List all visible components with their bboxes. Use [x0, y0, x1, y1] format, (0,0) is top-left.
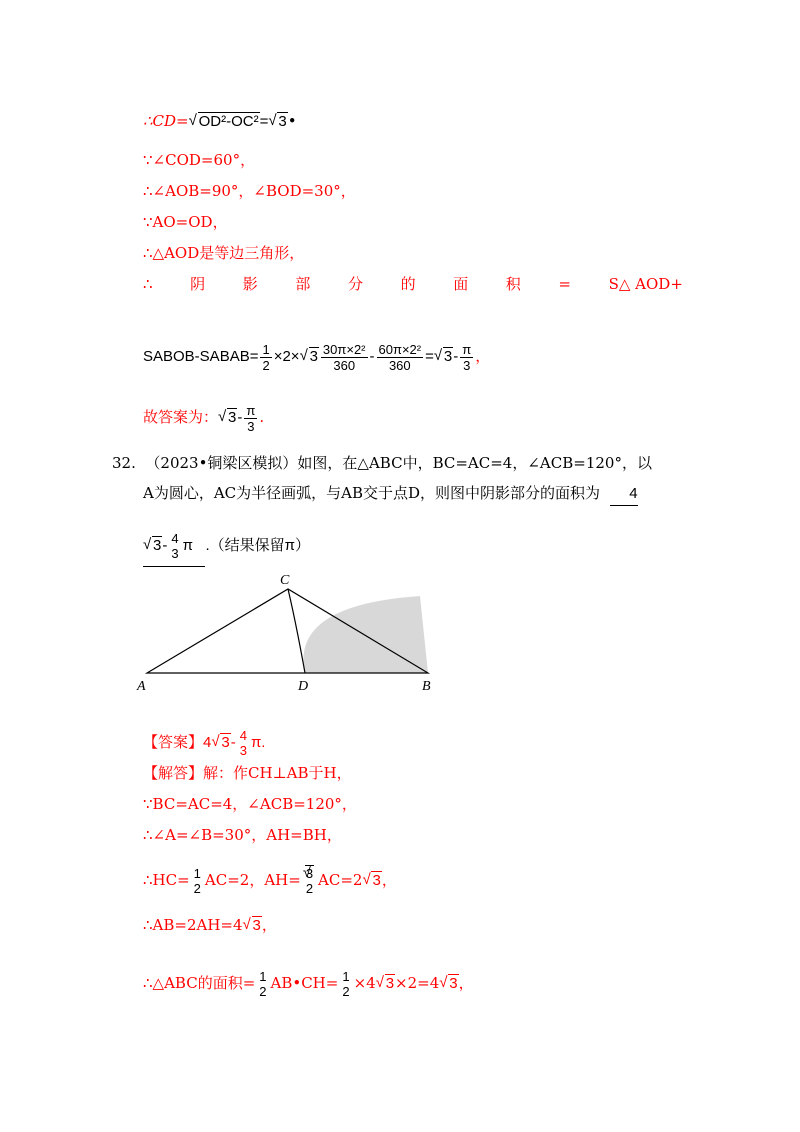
- sqrt-3: √ 3: [268, 111, 287, 133]
- q32-line-3: √ 3- 4 3 π .（结果保留π）: [143, 526, 310, 567]
- answer-blank: √ 3- 4 3 π: [143, 526, 205, 567]
- sol31-line-5: ∴△AOD是等边三角形，: [143, 244, 305, 262]
- sol31-line-cd: ∴CD=√ OD²-OC²=√ 3•: [143, 110, 297, 133]
- sol32-line-4: ∴HC= 1 2 AC=2，AH= √ 3 2 AC=2√ 3，: [143, 860, 397, 901]
- q32-line-2: A为圆心，AC为半径画弧，与AB交于点D，则图中阴影部分的面积为 4: [143, 482, 638, 506]
- sqrt-od-oc: √ OD²-OC²: [189, 111, 260, 133]
- sol32-analysis: 【解答】解：作CH⊥AB于H，: [143, 764, 352, 782]
- sol32-line-2: ∵BC=AC=4，∠ACB=120°，: [143, 795, 357, 813]
- label-b: B: [422, 679, 431, 694]
- q32-line-1: 32. （2023•铜梁区模拟）如图，在△ABC中，BC=AC=4，∠ACB=120°，以: [112, 454, 652, 472]
- sol31-answer: 故答案为：√ 3- $\frac{\pi}{3}$ .: [143, 400, 264, 435]
- label-a: A: [137, 679, 146, 694]
- sol32-line-5: ∴AB=2AH=4√ 3，: [143, 914, 277, 937]
- sol32-line-6: ∴△ABC的面积= 1 2 AB•CH= 1 2 ×4√ 3×2=4√ 3，: [143, 963, 474, 1004]
- sol31-line-6: ∴ 阴 影 部 分 的 面 积 = S△ AOD+: [143, 275, 683, 293]
- label-c: C: [280, 573, 290, 588]
- sol32-line-3: ∴∠A=∠B=30°，AH=BH，: [143, 826, 342, 844]
- sol31-line-4: ∵AO=OD，: [143, 213, 228, 231]
- triangle-figure: [130, 568, 450, 698]
- sol31-area-expression: SABOB-SABAB= $\frac{1}{2}$ ×2×√ 3 $\frac{\text{30π×2²}}{360}$ - $\frac{\text{60π×2²}}{360}$ =√ 3- $\frac{\pi}{3}$ ，: [143, 340, 490, 374]
- label-d: D: [298, 679, 309, 694]
- answer-blank-start: 4: [610, 483, 638, 506]
- sol31-line-2: ∵∠COD=60°，: [143, 151, 256, 169]
- arc-cd: [288, 589, 305, 673]
- cd-prefix: ∴CD=: [143, 112, 189, 130]
- sol32-answer: 【答案】4√ 3- 4 3 π.: [143, 724, 265, 761]
- sol31-line-3: ∴∠AOB=90°，∠BOD=30°，: [143, 182, 356, 200]
